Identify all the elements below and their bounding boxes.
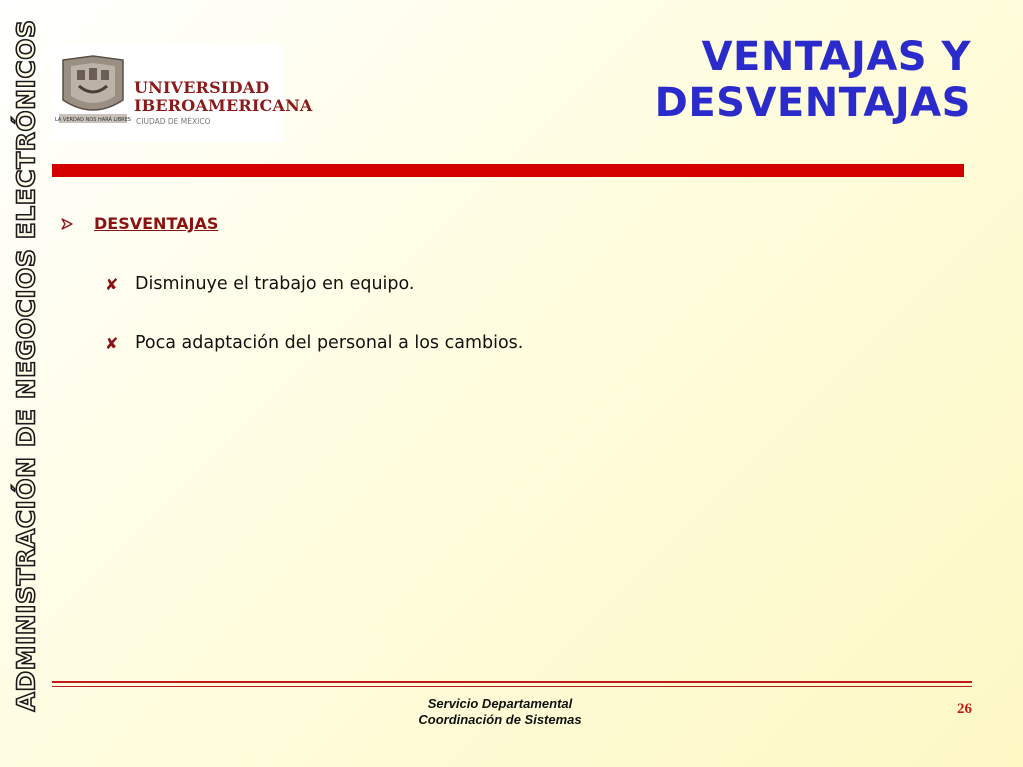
list-item [105,272,523,296]
footer-divider-line [52,686,972,688]
page-number: 26 [957,701,972,717]
university-name-line1: UNIVERSIDAD [134,78,270,97]
university-logo [52,44,313,142]
slide-title [655,34,971,126]
cross-bullet-icon: ✘ [105,274,119,294]
arrow-bullet-icon [60,217,74,231]
footer-credits [380,696,620,728]
vertical-course-title-text: ADMINISTRACIÓN DE NEGOCIOS ELECTRÓNICOS [11,19,41,711]
footer-divider-line [52,681,972,683]
section-heading-label: DESVENTAJAS [94,214,219,233]
list-item [105,331,523,355]
list-item-text: Poca adaptación del personal a los cambios. [135,333,524,353]
bullet-list [105,272,523,390]
footer-divider [52,681,972,690]
list-item-text: Disminuye el trabajo en equipo. [135,274,415,294]
title-divider-bar [52,164,964,177]
logo-motto: LA VERDAD NOS HARÁ LIBRES [55,117,131,123]
slide-title-line2: DESVENTAJAS [654,80,971,126]
section-heading [60,214,218,233]
footer-line1: Servicio Departamental [427,696,573,711]
footer-line2: Coordinación de Sistemas [418,712,582,727]
cross-bullet-icon: ✘ [105,333,119,353]
slide-title-line1: VENTAJAS Y [701,34,971,80]
university-city: CIUDAD DE MÉXICO [136,117,211,126]
vertical-course-title [8,19,44,711]
university-name [134,79,313,115]
university-crest-icon [55,54,131,128]
university-name-line2: IBEROAMERICANA [134,96,313,115]
